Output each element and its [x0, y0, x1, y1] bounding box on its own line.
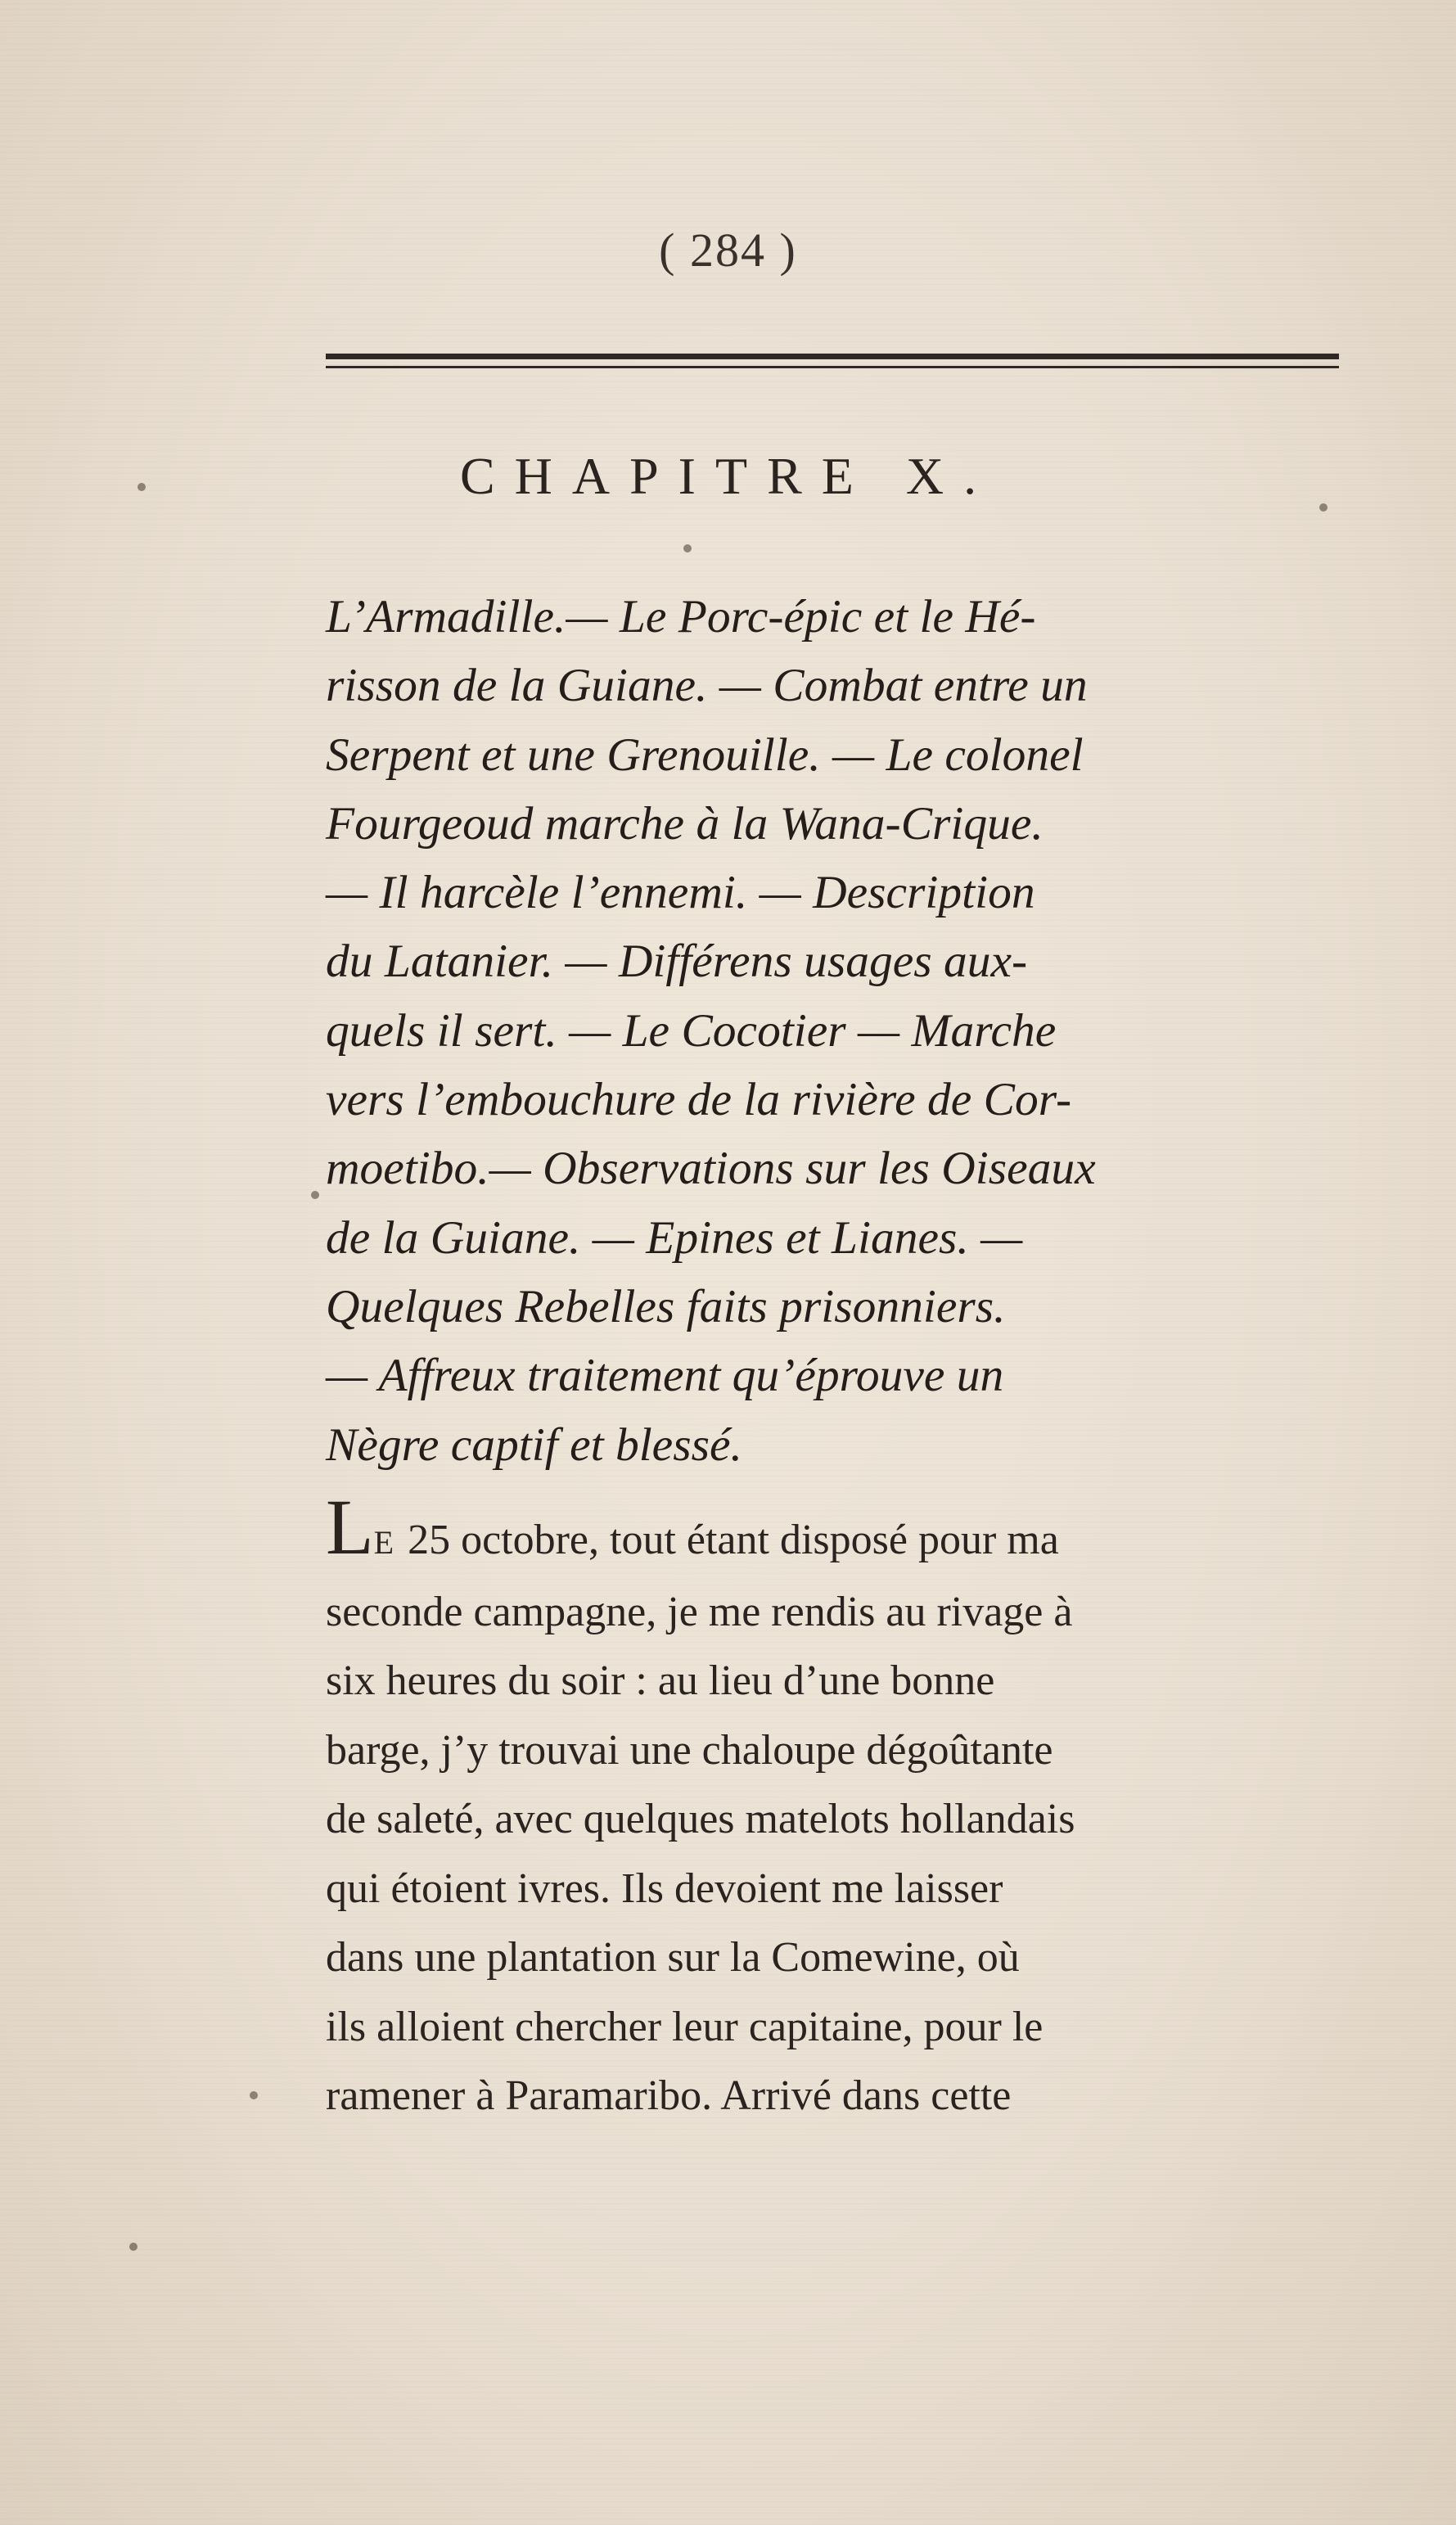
paper-speck — [129, 2243, 137, 2251]
paper-speck — [683, 544, 692, 552]
summary-line: — Affreux traitement qu’éprouve un — [326, 1350, 1004, 1402]
summary-line: Fourgeoud marche à la Wana-Crique. — [326, 797, 1044, 850]
summary-line: Serpent et une Grenouille. — Le colonel — [326, 728, 1084, 781]
body-line: de saleté, avec quelques matelots hollandais — [326, 1796, 1075, 1842]
paper-speck — [1319, 503, 1328, 512]
summary-line: vers l’embouchure de la rivière de Cor- — [326, 1074, 1072, 1126]
chapter-title: CHAPITRE X. — [459, 447, 997, 505]
summary-line: risson de la Guiane. — Combat entre un — [326, 660, 1088, 712]
header-rule-thick — [326, 354, 1339, 359]
summary-line: Nègre captif et blessé. — [326, 1418, 742, 1471]
header-rule-thin — [326, 366, 1339, 368]
body-line: qui étoient ivres. Ils devoient me laisser — [326, 1864, 1003, 1912]
body-line: six heures du soir : au lieu d’une bonne — [326, 1657, 995, 1704]
small-cap: E — [373, 1524, 398, 1561]
chapter-summary — [326, 583, 1361, 1480]
summary-line: — Il harcèle l’ennemi. — Description — [326, 867, 1035, 919]
summary-line: L’Armadille.— Le Porc-épic et le Hé- — [326, 591, 1036, 643]
paper-speck — [311, 1191, 319, 1199]
summary-line: Quelques Rebelles faits prisonniers. — [326, 1280, 1006, 1332]
summary-line: de la Guiane. — Epines et Lianes. — — [326, 1211, 1023, 1264]
paper-speck — [250, 2091, 258, 2099]
summary-line: moetibo.— Observations sur les Oiseaux — [326, 1143, 1096, 1195]
first-line-text: 25 octobre, tout étant disposé pour ma — [397, 1517, 1059, 1563]
page-number: ( 284 ) — [659, 223, 797, 277]
body-line: barge, j’y trouvai une chaloupe dégoûtante — [326, 1726, 1053, 1774]
body-line: dans une plantation sur la Comewine, où — [326, 1934, 1020, 1981]
body-line — [326, 1483, 1361, 1578]
summary-line: quels il sert. — Le Cocotier — Marche — [326, 1004, 1057, 1057]
drop-cap: L — [326, 1483, 374, 1571]
summary-line: du Latanier. — Différens usages aux- — [326, 936, 1028, 988]
body-line: ramener à Paramaribo. Arrivé dans cette — [326, 2072, 1012, 2119]
body-line: ils alloient chercher leur capitaine, pour le — [326, 2003, 1044, 2050]
body-line: seconde campagne, je me rendis au rivage à — [326, 1588, 1073, 1635]
paper-speck — [137, 483, 146, 491]
body-paragraph — [326, 1483, 1361, 2131]
